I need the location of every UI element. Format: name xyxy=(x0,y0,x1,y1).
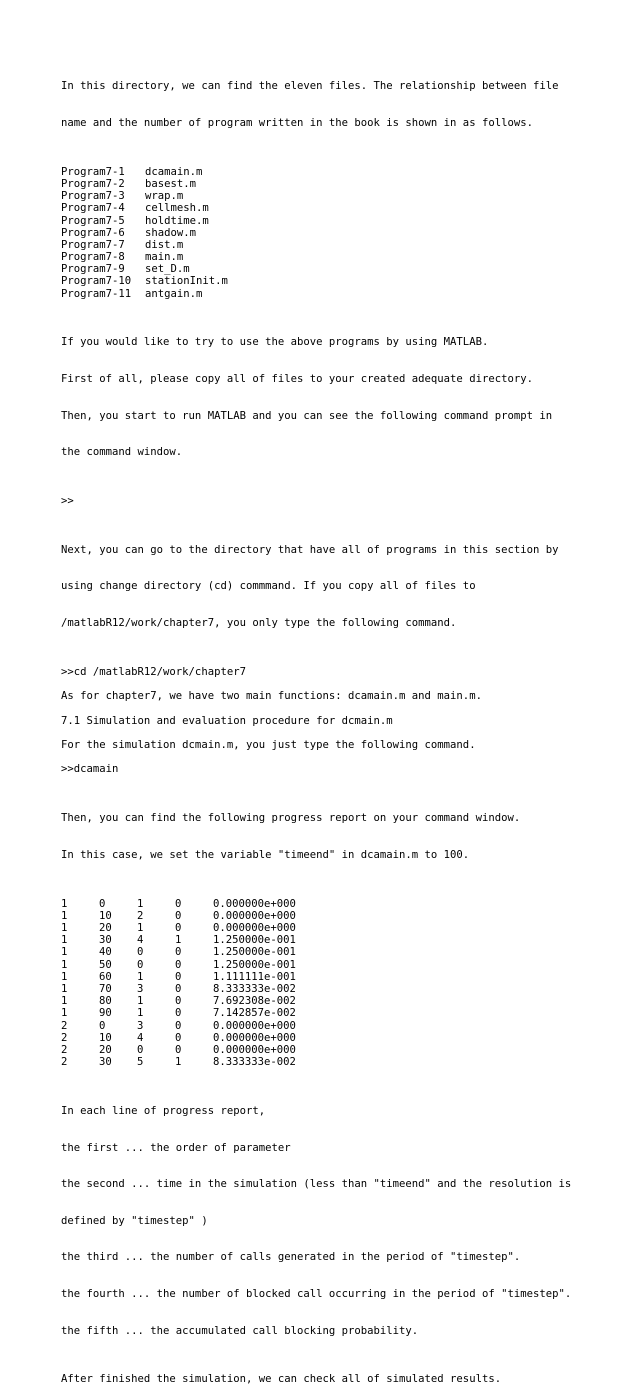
calls-generated-cell: 0 xyxy=(137,1043,144,1056)
calls-generated-cell: 1 xyxy=(137,897,144,910)
cd-paragraph xyxy=(61,519,601,653)
progress-report-table xyxy=(61,898,296,1069)
blocking-probability-cell: 8.333333e-002 xyxy=(213,982,296,995)
calls-generated-cell: 1 xyxy=(137,970,144,983)
calls-generated-cell: 3 xyxy=(137,1019,144,1032)
progress-report-row xyxy=(61,922,296,934)
parameter-order-cell: 2 xyxy=(61,1019,68,1032)
progress-report-row xyxy=(61,971,296,983)
text-line: defined by "timestep" ) xyxy=(61,1214,208,1227)
program-file-name: cellmesh.m xyxy=(145,202,209,215)
time-cell: 50 xyxy=(99,958,112,971)
blocked-calls-cell: 1 xyxy=(175,1056,182,1069)
progress-report-row xyxy=(61,934,296,946)
blocked-calls-cell: 0 xyxy=(175,1043,182,1056)
program-file-name: stationInit.m xyxy=(145,275,228,288)
text-line: the third ... the number of calls generated in the period of "timestep". xyxy=(61,1251,521,1264)
time-cell: 30 xyxy=(99,934,112,947)
program-list-row xyxy=(61,239,601,251)
calls-generated-cell: 0 xyxy=(137,946,144,959)
progress-report-row xyxy=(61,898,296,910)
progress-report-row xyxy=(61,946,296,958)
blocked-calls-cell: 0 xyxy=(175,909,182,922)
progress-report-row xyxy=(61,995,296,1007)
program-file-name: set_D.m xyxy=(145,263,190,276)
blocked-calls-cell: 0 xyxy=(175,897,182,910)
time-cell: 10 xyxy=(99,1031,112,1044)
parameter-order-cell: 1 xyxy=(61,982,68,995)
time-cell: 0 xyxy=(99,897,106,910)
parameter-order-cell: 1 xyxy=(61,921,68,934)
progress-report-row xyxy=(61,910,296,922)
text-line: In this directory, we can find the eleven files. The relationship between file xyxy=(61,80,559,93)
dcamain-command: >>dcamain xyxy=(61,763,119,776)
calls-generated-cell: 2 xyxy=(137,909,144,922)
blocking-probability-cell: 0.000000e+000 xyxy=(213,1031,296,1044)
progress-report-row xyxy=(61,983,296,995)
program-file-name: shadow.m xyxy=(145,226,197,239)
parameter-order-cell: 1 xyxy=(61,958,68,971)
progress-report-row xyxy=(61,1020,296,1032)
time-cell: 20 xyxy=(99,921,112,934)
blocked-calls-cell: 0 xyxy=(175,995,182,1008)
text-line: name and the number of program written in the book is shown in as follows. xyxy=(61,117,533,129)
program-file-name: main.m xyxy=(145,251,184,264)
program-file-name: wrap.m xyxy=(145,190,184,203)
program-number: Program7-2 xyxy=(61,177,125,190)
program-file-list xyxy=(61,166,601,300)
matlab-paragraph xyxy=(61,312,601,483)
progress-paragraph xyxy=(61,788,601,886)
program-file-name: dist.m xyxy=(145,238,184,251)
text-line: the first ... the order of parameter xyxy=(61,1141,291,1154)
blocked-calls-cell: 0 xyxy=(175,982,182,995)
text-line: using change directory (cd) commmand. If you copy all of files to xyxy=(61,580,476,593)
blocking-probability-cell: 1.250000e-001 xyxy=(213,958,296,971)
blocking-probability-cell: 8.333333e-002 xyxy=(213,1056,296,1069)
program-number: Program7-5 xyxy=(61,214,125,227)
time-cell: 80 xyxy=(99,995,112,1008)
program-list-row xyxy=(61,227,601,239)
time-cell: 70 xyxy=(99,982,112,995)
time-cell: 20 xyxy=(99,1043,112,1056)
program-number: Program7-10 xyxy=(61,275,132,288)
blocked-calls-cell: 1 xyxy=(175,934,182,947)
text-line: /matlabR12/work/chapter7, you only type the following command. xyxy=(61,616,457,629)
time-cell: 30 xyxy=(99,1056,112,1069)
blocking-probability-cell: 7.142857e-002 xyxy=(213,1007,296,1020)
blocking-probability-cell: 7.692308e-002 xyxy=(213,995,296,1008)
blocking-probability-cell: 0.000000e+000 xyxy=(213,1043,296,1056)
blocked-calls-cell: 0 xyxy=(175,970,182,983)
time-cell: 10 xyxy=(99,909,112,922)
main-functions-text: As for chapter7, we have two main functions: dcamain.m and main.m. xyxy=(61,690,482,703)
blocked-calls-cell: 0 xyxy=(175,946,182,959)
program-list-row xyxy=(61,288,601,300)
text-line: Then, you can find the following progress report on your command window. xyxy=(61,812,521,825)
progress-report-row xyxy=(61,1032,296,1044)
parameter-order-cell: 1 xyxy=(61,934,68,947)
text-line: If you would like to try to use the above programs by using MATLAB. xyxy=(61,336,489,349)
parameter-order-cell: 2 xyxy=(61,1043,68,1056)
blocking-probability-cell: 1.250000e-001 xyxy=(213,946,296,959)
blocking-probability-cell: 0.000000e+000 xyxy=(213,1019,296,1032)
program-file-name: dcamain.m xyxy=(145,165,203,178)
calls-generated-cell: 4 xyxy=(137,1031,144,1044)
text-line: the fourth ... the number of blocked call occurring in the period of "timestep". xyxy=(61,1287,572,1300)
text-line: the command window. xyxy=(61,446,183,459)
blocking-probability-cell: 0.000000e+000 xyxy=(213,921,296,934)
blocked-calls-cell: 0 xyxy=(175,1019,182,1032)
parameter-order-cell: 2 xyxy=(61,1056,68,1069)
program-list-row xyxy=(61,263,601,275)
text-line: the second ... time in the simulation (less than "timeend" and the resolution is xyxy=(61,1178,572,1191)
time-cell: 40 xyxy=(99,946,112,959)
parameter-order-cell: 1 xyxy=(61,897,68,910)
program-number: Program7-4 xyxy=(61,202,125,215)
program-list-row xyxy=(61,251,601,263)
calls-generated-cell: 1 xyxy=(137,995,144,1008)
time-cell: 90 xyxy=(99,1007,112,1020)
program-list-row xyxy=(61,275,601,287)
program-number: Program7-7 xyxy=(61,238,125,251)
text-line: Then, you start to run MATLAB and you can see the following command prompt in xyxy=(61,409,553,422)
program-number: Program7-11 xyxy=(61,287,132,300)
time-cell: 0 xyxy=(99,1019,106,1032)
text-line: First of all, please copy all of files to your created adequate directory. xyxy=(61,373,533,386)
text-line: Next, you can go to the directory that have all of programs in this section by xyxy=(61,543,559,556)
blocking-probability-cell: 0.000000e+000 xyxy=(213,897,296,910)
blocked-calls-cell: 0 xyxy=(175,958,182,971)
program-list-row xyxy=(61,202,601,214)
calls-generated-cell: 1 xyxy=(137,1007,144,1020)
calls-generated-cell: 4 xyxy=(137,934,144,947)
blocked-calls-cell: 0 xyxy=(175,1007,182,1020)
calls-generated-cell: 1 xyxy=(137,921,144,934)
parameter-order-cell: 2 xyxy=(61,1031,68,1044)
progress-report-row xyxy=(61,1007,296,1019)
cd-command: >>cd /matlabR12/work/chapter7 xyxy=(61,665,246,678)
text-line: In this case, we set the variable "timeend" in dcamain.m to 100. xyxy=(61,848,470,861)
intro-paragraph xyxy=(61,56,601,154)
blocking-probability-cell: 0.000000e+000 xyxy=(213,909,296,922)
parameter-order-cell: 1 xyxy=(61,970,68,983)
blocking-probability-cell: 1.111111e-001 xyxy=(213,970,296,983)
text-line: the fifth ... the accumulated call blocking probability. xyxy=(61,1324,419,1337)
program-list-row xyxy=(61,190,601,202)
calls-generated-cell: 3 xyxy=(137,982,144,995)
blocking-probability-cell: 1.250000e-001 xyxy=(213,934,296,947)
progress-report-row xyxy=(61,1056,296,1068)
text-line: In each line of progress report, xyxy=(61,1104,266,1117)
calls-generated-cell: 0 xyxy=(137,958,144,971)
program-file-name: antgain.m xyxy=(145,287,203,300)
progress-report-row xyxy=(61,1044,296,1056)
parameter-order-cell: 1 xyxy=(61,946,68,959)
blocked-calls-cell: 0 xyxy=(175,1031,182,1044)
program-number: Program7-1 xyxy=(61,165,125,178)
calls-generated-cell: 5 xyxy=(137,1056,144,1069)
program-list-row xyxy=(61,215,601,227)
time-cell: 60 xyxy=(99,970,112,983)
document-page xyxy=(61,56,601,1398)
program-file-name: basest.m xyxy=(145,177,197,190)
program-number: Program7-9 xyxy=(61,263,125,276)
parameter-order-cell: 1 xyxy=(61,909,68,922)
progress-report-row xyxy=(61,959,296,971)
command-prompt: >> xyxy=(61,495,74,507)
section-heading: 7.1 Simulation and evaluation procedure for dcmain.m xyxy=(61,714,393,727)
parameter-order-cell: 1 xyxy=(61,1007,68,1020)
explanation-paragraph xyxy=(61,1081,601,1362)
blocked-calls-cell: 0 xyxy=(175,921,182,934)
program-file-name: holdtime.m xyxy=(145,214,209,227)
closing-text: After finished the simulation, we can check all of simulated results. xyxy=(61,1373,502,1386)
program-list-row xyxy=(61,166,601,178)
simulation-paragraph: For the simulation dcmain.m, you just type the following command. xyxy=(61,738,476,751)
program-number: Program7-8 xyxy=(61,251,125,264)
program-number: Program7-6 xyxy=(61,226,125,239)
program-number: Program7-3 xyxy=(61,190,125,203)
parameter-order-cell: 1 xyxy=(61,995,68,1008)
program-list-row xyxy=(61,178,601,190)
